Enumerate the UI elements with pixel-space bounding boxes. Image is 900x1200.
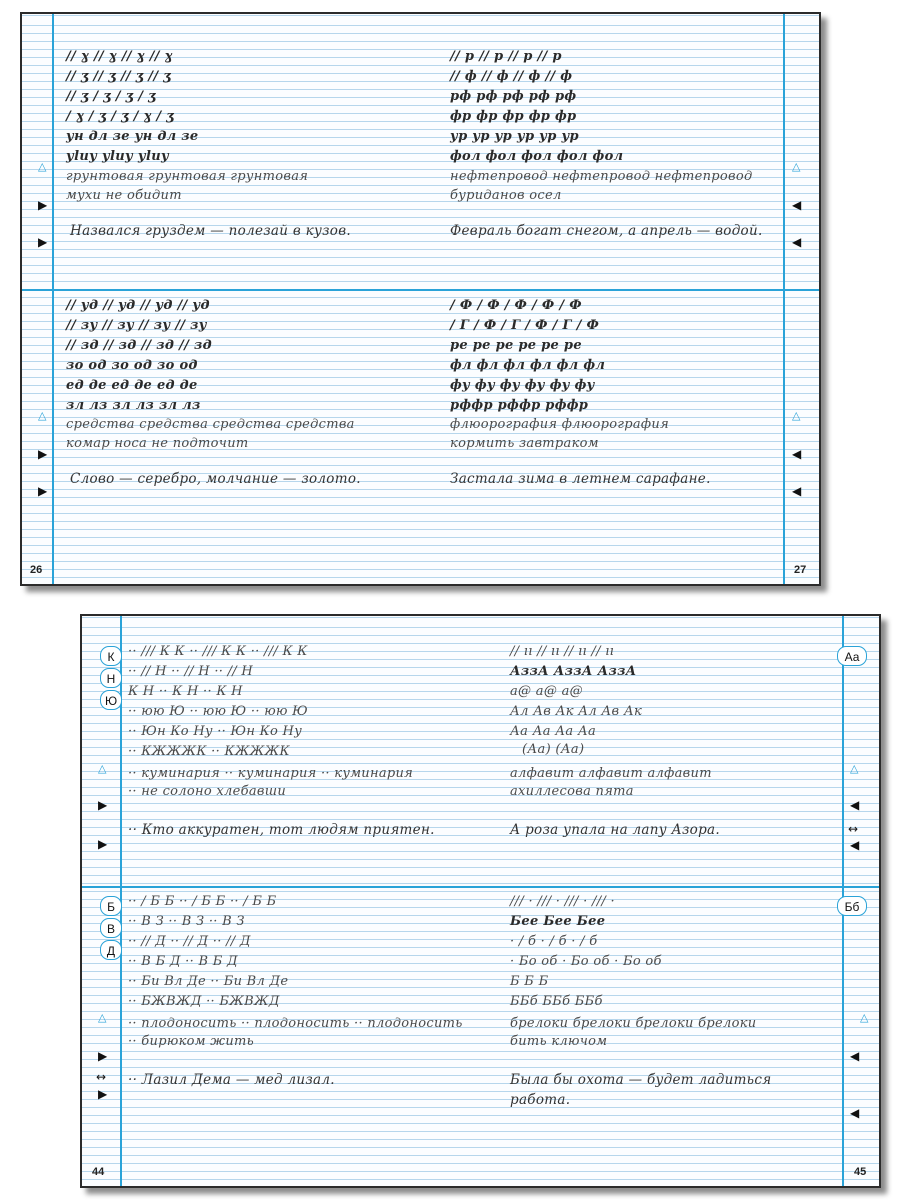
copy-line: ·· юю Ю ·· юю Ю ·· юю Ю xyxy=(128,704,308,719)
left-triangle-icon: ◀ xyxy=(792,198,802,212)
copy-line: мухи не обидит xyxy=(66,188,182,203)
copy-line: // уд // уд // уд // уд xyxy=(66,298,210,313)
proverb-line: Была бы охота — будет ладиться xyxy=(510,1072,772,1088)
copy-line: Аа Аа Аа Аа xyxy=(510,724,597,739)
proverb-line: Февраль богат снегом, а апрель — водой. xyxy=(450,223,763,239)
copy-line: ·· КЖЖЖК ·· КЖЖЖК xyxy=(128,744,290,759)
letter-badge: Аа xyxy=(837,646,867,666)
copy-line: ·· В З ·· В З ·· В З xyxy=(128,914,245,929)
blue-triangle-icon: △ xyxy=(98,1011,107,1024)
left-triangle-icon: ◀ xyxy=(850,798,860,812)
copy-line: грунтовая грунтовая грунтовая xyxy=(66,169,309,184)
copy-line: // ıı // ıı // ıı // ıı xyxy=(510,644,615,659)
letter-badge: Ю xyxy=(100,690,122,710)
copy-line: средства средства средства средства xyxy=(66,417,355,432)
copy-line: ур ур ур ур ур ур xyxy=(450,129,579,144)
page-number: 27 xyxy=(794,564,807,576)
copy-line: Б Б Б xyxy=(510,974,549,989)
copy-line: брелоки брелоки брелоки брелоки xyxy=(510,1016,757,1031)
section-divider xyxy=(82,886,879,888)
proverb-line: ·· Кто аккуратен, тот людям приятен. xyxy=(128,822,435,838)
copy-line: ·· // Д ·· // Д ·· // Д xyxy=(128,934,251,949)
copy-line: флюорография флюорография xyxy=(450,417,669,432)
copy-line: а@ а@ а@ xyxy=(510,684,583,699)
double-arrow-icon: ↔ xyxy=(848,822,859,836)
letter-badge: В xyxy=(100,918,122,938)
copy-line: // р // р // р // р xyxy=(450,49,562,64)
copy-line: ре ре ре ре ре ре xyxy=(450,338,582,353)
right-triangle-icon: ▶ xyxy=(98,837,108,851)
copy-line: комар носа не подточит xyxy=(66,436,249,451)
page-number: 45 xyxy=(854,1166,867,1178)
left-triangle-icon: ◀ xyxy=(792,447,802,461)
double-arrow-icon: ↔ xyxy=(96,1070,107,1084)
right-triangle-icon: ▶ xyxy=(38,484,48,498)
blue-triangle-icon: △ xyxy=(98,762,107,775)
copy-line: // ʒ // ʒ // ʒ // ʒ xyxy=(66,69,171,84)
left-triangle-icon: ◀ xyxy=(850,1106,860,1120)
copy-line: · / б · / б · / б xyxy=(510,934,598,949)
copy-line: ·· /// К К ·· /// К К ·· /// К К xyxy=(128,644,308,659)
copy-line: Ал Ав Ак Ал Ав Ак xyxy=(510,704,643,719)
copy-line: фу фу фу фу фу фу xyxy=(450,378,595,393)
blue-triangle-icon: △ xyxy=(850,762,859,775)
right-triangle-icon: ▶ xyxy=(98,798,108,812)
copy-line: // ʒ / ʒ / ʒ / ʒ xyxy=(66,89,156,104)
copy-line: / Ф / Ф / Ф / Ф / Ф xyxy=(450,298,582,313)
copy-line: (Аа) (Аа) xyxy=(522,742,585,757)
left-triangle-icon: ◀ xyxy=(792,484,802,498)
copy-line: ·· // Н ·· // Н ·· // Н xyxy=(128,664,254,679)
proverb-line: Слово — серебро, молчание — золото. xyxy=(70,471,361,487)
proverb-line: Назвался груздем — полезай в кузов. xyxy=(70,223,351,239)
copy-line: кормить завтраком xyxy=(450,436,599,451)
copy-line: ·· бирюком жить xyxy=(128,1034,255,1049)
right-triangle-icon: ▶ xyxy=(38,198,48,212)
right-triangle-icon: ▶ xyxy=(38,235,48,249)
copy-line: ·· Би Вл Де ·· Би Вл Де xyxy=(128,974,289,989)
blue-triangle-icon: △ xyxy=(860,1011,869,1024)
blue-triangle-icon: △ xyxy=(792,160,801,173)
copy-line: ·· Юн Ко Ну ·· Юн Ко Ну xyxy=(128,724,303,739)
left-triangle-icon: ◀ xyxy=(792,235,802,249)
right-triangle-icon: ▶ xyxy=(98,1049,108,1063)
copy-line: ахиллесова пята xyxy=(510,784,634,799)
letter-badge: Д xyxy=(100,940,122,960)
copy-line: // зу // зу // зу // зу xyxy=(66,318,207,333)
copy-line: К Н ·· К Н ·· К Н xyxy=(128,684,243,699)
copy-line: // ɣ // ɣ // ɣ // ɣ xyxy=(66,49,173,64)
copy-line: ББб ББб ББб xyxy=(510,994,603,1009)
letter-badge: К xyxy=(100,646,122,666)
left-triangle-icon: ◀ xyxy=(850,838,860,852)
copy-line: рф рф рф рф рф xyxy=(450,89,577,104)
copy-line: // зд // зд // зд // зд xyxy=(66,338,212,353)
copy-line: АззА АззА АззА xyxy=(510,664,637,679)
copy-line: · Бо об · Бо об · Бо об xyxy=(510,954,662,969)
copy-line: ·· / Б Б ·· / Б Б ·· / Б Б xyxy=(128,894,277,909)
notebook-spread-bottom xyxy=(80,614,881,1188)
copy-line: фр фр фр фр фр xyxy=(450,109,577,124)
copy-line: // ф // ф // ф // ф xyxy=(450,69,573,84)
copy-line: ·· БЖВЖД ·· БЖВЖД xyxy=(128,994,280,1009)
letter-badge: Б xyxy=(100,896,122,916)
right-triangle-icon: ▶ xyxy=(38,447,48,461)
left-margin-line xyxy=(52,14,54,584)
letter-badge: Бб xyxy=(837,896,867,916)
copy-line: нефтепровод нефтепровод нефтепровод xyxy=(450,169,753,184)
section-divider xyxy=(22,289,819,291)
letter-badge: Н xyxy=(100,668,122,688)
copy-line: бить ключом xyxy=(510,1034,608,1049)
proverb-line: ·· Лазил Дема — мед лизал. xyxy=(128,1072,335,1088)
copy-line: / Г / Ф / Г / Ф / Г / Ф xyxy=(450,318,600,333)
copy-line: уluу уluу уluу xyxy=(66,149,170,164)
copy-line: ·· В Б Д ·· В Б Д xyxy=(128,954,238,969)
copy-line: /// · /// · /// · /// · xyxy=(510,894,615,909)
proverb-line: работа. xyxy=(510,1092,571,1108)
copy-line: алфавит алфавит алфавит xyxy=(510,766,712,781)
blue-triangle-icon: △ xyxy=(38,409,47,422)
copy-line: рффр рффр рффр xyxy=(450,398,589,413)
left-triangle-icon: ◀ xyxy=(850,1049,860,1063)
notebook-spread-top xyxy=(20,12,821,586)
copy-line: фл фл фл фл фл фл xyxy=(450,358,606,373)
copy-line: зл лз зл лз зл лз xyxy=(66,398,201,413)
copy-line: ед де ед де ед де xyxy=(66,378,198,393)
copy-line: фол фол фол фол фол xyxy=(450,149,624,164)
copy-line: Бее Бее Бее xyxy=(510,914,606,929)
proverb-line: Застала зима в летнем сарафане. xyxy=(450,471,711,487)
blue-triangle-icon: △ xyxy=(38,160,47,173)
page-number: 44 xyxy=(92,1166,105,1178)
right-triangle-icon: ▶ xyxy=(98,1087,108,1101)
copy-line: ·· куминария ·· куминария ·· куминария xyxy=(128,766,414,781)
copy-line: зо од зо од зо од xyxy=(66,358,198,373)
blue-triangle-icon: △ xyxy=(792,409,801,422)
proverb-line: А роза упала на лапу Азора. xyxy=(510,822,720,838)
copy-line: ·· плодоносить ·· плодоносить ·· плодоносить xyxy=(128,1016,463,1031)
page-number: 26 xyxy=(30,564,43,576)
copy-line: / ɣ / ʒ / ʒ / ɣ / ʒ xyxy=(66,109,174,124)
copy-line: ·· не солоно хлебавши xyxy=(128,784,287,799)
copy-line: буриданов осел xyxy=(450,188,562,203)
copy-line: ун дл зе ун дл зе xyxy=(66,129,199,144)
right-margin-line xyxy=(783,14,785,584)
